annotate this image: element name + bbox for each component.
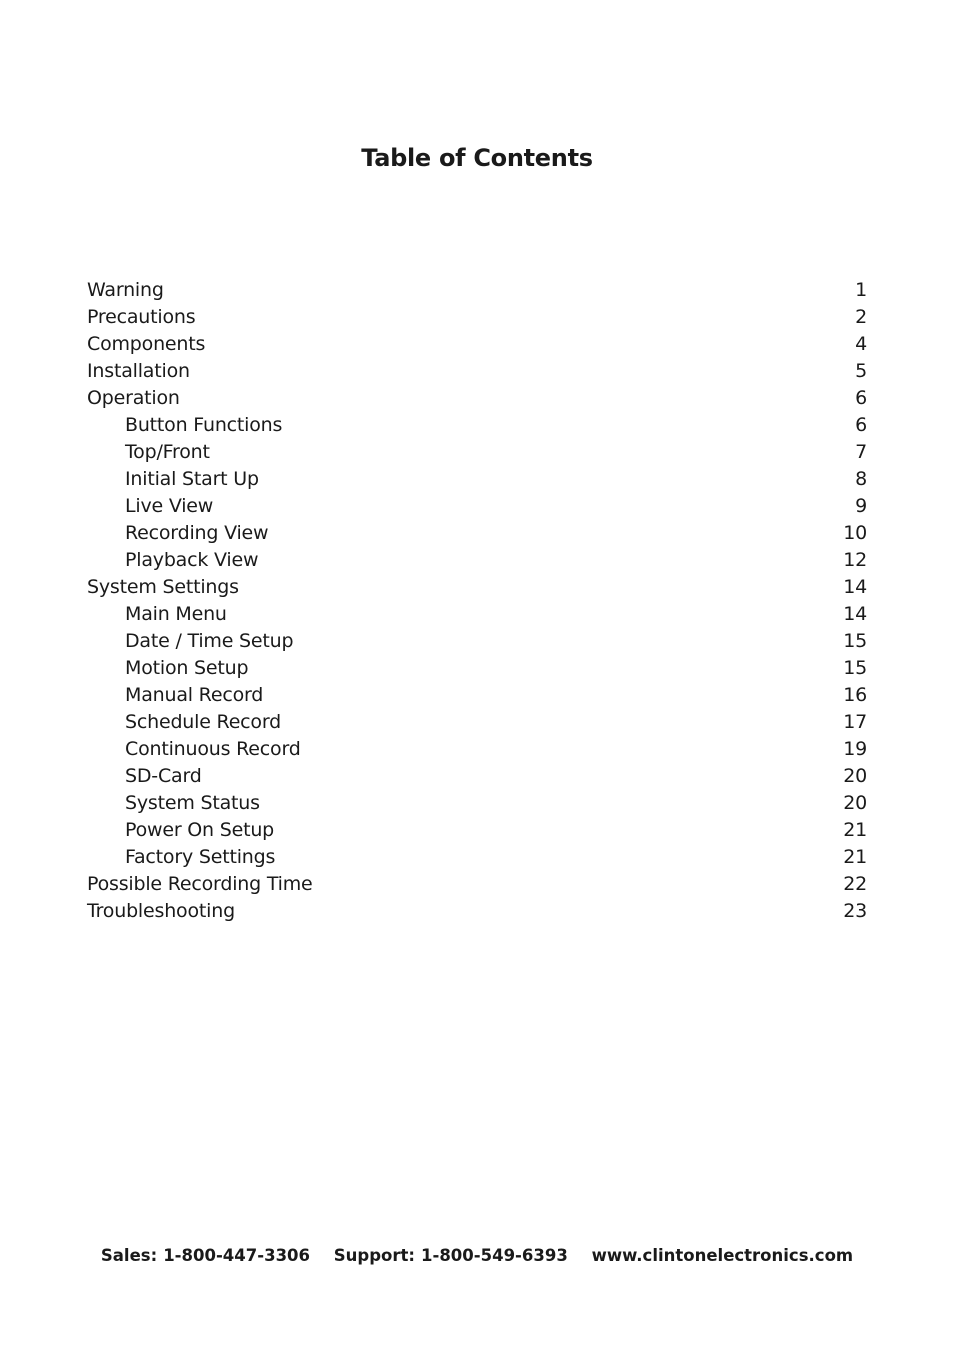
toc-entry-title: Playback View — [125, 549, 259, 571]
toc-entry-page: 5 — [855, 360, 867, 382]
toc-entry — [87, 412, 867, 439]
toc-entry-title: Top/Front — [125, 441, 210, 463]
toc-entry-page: 4 — [855, 333, 867, 355]
toc-entry — [87, 385, 867, 412]
toc-entry-title: Date / Time Setup — [125, 630, 294, 652]
toc-entry — [87, 520, 867, 547]
toc-entry-page: 23 — [843, 900, 867, 922]
toc-entry — [87, 709, 867, 736]
toc-entry-title: Main Menu — [125, 603, 227, 625]
toc-entry — [87, 331, 867, 358]
toc-entry-title: Troubleshooting — [87, 900, 235, 922]
toc-entry — [87, 790, 867, 817]
toc-entry — [87, 439, 867, 466]
footer-website: www.clintonelectronics.com — [591, 1246, 854, 1265]
sales-label: Sales: — [100, 1246, 158, 1265]
toc-entry-title: Precautions — [87, 306, 196, 328]
page-title: Table of Contents — [361, 144, 593, 172]
toc-entry-page: 17 — [843, 711, 867, 733]
toc-entry-page: 14 — [843, 603, 867, 625]
toc-entry — [87, 817, 867, 844]
toc-entry-page: 19 — [843, 738, 867, 760]
support-phone: 1-800-549-6393 — [421, 1246, 568, 1265]
toc-entry — [87, 844, 867, 871]
toc-entry-title: System Settings — [87, 576, 239, 598]
toc-entry — [87, 493, 867, 520]
toc-entry-title: Warning — [87, 279, 164, 301]
toc-entry-page: 1 — [855, 279, 867, 301]
toc-entry-page: 15 — [843, 630, 867, 652]
toc-entry-page: 6 — [855, 387, 867, 409]
toc-entry-page: 10 — [843, 522, 867, 544]
toc-entry — [87, 682, 867, 709]
toc-entry-title: Factory Settings — [125, 846, 276, 868]
toc-entry — [87, 358, 867, 385]
toc-entry-page: 21 — [843, 819, 867, 841]
toc-entry-title: Manual Record — [125, 684, 264, 706]
toc-entry-title: Continuous Record — [125, 738, 301, 760]
toc-entry-title: Recording View — [125, 522, 269, 544]
toc-entry-page: 9 — [855, 495, 867, 517]
toc-entry-page: 20 — [843, 792, 867, 814]
toc-entry-page: 22 — [843, 873, 867, 895]
toc-entry — [87, 763, 867, 790]
toc-entry — [87, 466, 867, 493]
toc-entry — [87, 601, 867, 628]
toc-entry-title: Operation — [87, 387, 180, 409]
toc-entry — [87, 655, 867, 682]
footer-sales — [101, 1246, 310, 1265]
toc-entry-title: Components — [87, 333, 206, 355]
toc-entry-title: SD-Card — [125, 765, 202, 787]
toc-entry-title: System Status — [125, 792, 260, 814]
toc-entry-page: 7 — [855, 441, 867, 463]
toc-entry-page: 12 — [843, 549, 867, 571]
toc-entry-title: Motion Setup — [125, 657, 249, 679]
toc-entry-page: 16 — [843, 684, 867, 706]
toc-entry — [87, 898, 867, 925]
toc-entry-page: 6 — [855, 414, 867, 436]
toc-entry — [87, 574, 867, 601]
footer — [0, 1246, 954, 1265]
toc-entry-page: 2 — [855, 306, 867, 328]
toc-entry — [87, 736, 867, 763]
toc-entry-title: Possible Recording Time — [87, 873, 313, 895]
toc-entry — [87, 628, 867, 655]
table-of-contents — [87, 277, 867, 925]
toc-entry-title: Power On Setup — [125, 819, 275, 841]
toc-entry — [87, 304, 867, 331]
toc-entry-page: 14 — [843, 576, 867, 598]
toc-entry-title: Schedule Record — [125, 711, 281, 733]
toc-entry-title: Initial Start Up — [125, 468, 259, 490]
toc-entry-title: Button Functions — [125, 414, 283, 436]
toc-entry-page: 21 — [843, 846, 867, 868]
toc-entry — [87, 871, 867, 898]
toc-entry — [87, 277, 867, 304]
footer-support — [334, 1246, 568, 1265]
toc-entry-page: 8 — [855, 468, 867, 490]
support-label: Support: — [333, 1246, 415, 1265]
toc-entry-page: 15 — [843, 657, 867, 679]
toc-entry — [87, 547, 867, 574]
toc-entry-title: Installation — [87, 360, 190, 382]
toc-entry-page: 20 — [843, 765, 867, 787]
sales-phone: 1-800-447-3306 — [163, 1246, 311, 1265]
toc-entry-title: Live View — [125, 495, 214, 517]
